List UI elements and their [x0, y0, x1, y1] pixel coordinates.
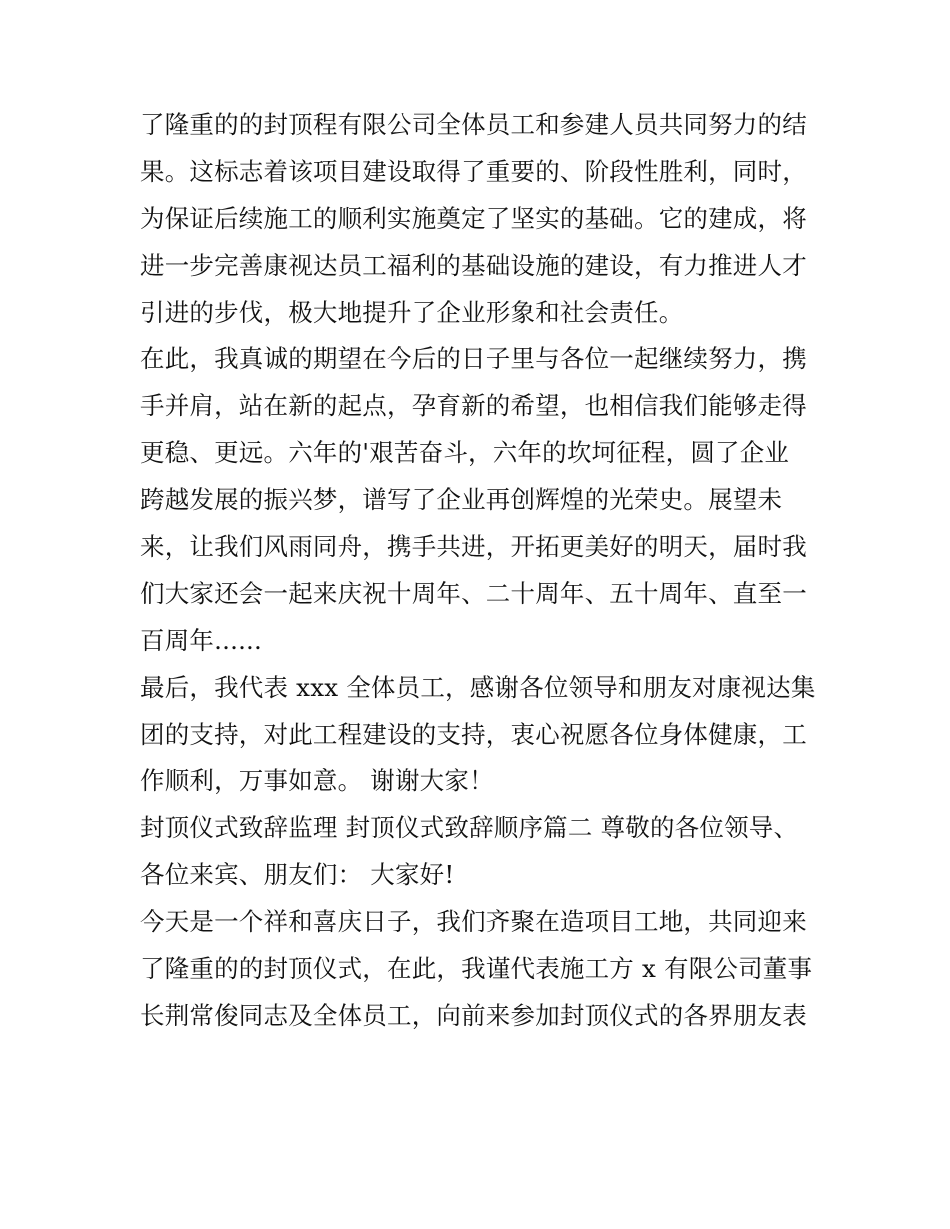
text-line: 团的支持，对此工程建设的支持，衷心祝愿各位身体健康，工: [140, 719, 807, 749]
text-line: 最后，我代表 xxx 全体员工，感谢各位领导和朋友对康视达集: [140, 672, 816, 702]
speech-text: [140, 102, 820, 1040]
text-line: 了隆重的的封顶仪式，在此，我谨代表施工方 x 有限公司董事: [140, 954, 813, 984]
text-line: 在此，我真诚的期望在今后的日子里与各位一起继续努力，携: [140, 344, 807, 374]
text-line: 了隆重的的封顶程有限公司全体员工和参建人员共同努力的结: [140, 110, 807, 139]
text-line: 各位来宾、朋友们： 大家好!: [140, 860, 455, 890]
text-line: 更稳、更远。六年的'艰苦奋斗，六年的坎坷征程，圆了企业: [140, 438, 790, 468]
text-line: 今天是一个祥和喜庆日子，我们齐聚在造项目工地，共同迎来: [140, 907, 807, 937]
text-line: 来，让我们风雨同舟，携手共进，开拓更美好的明天，届时我: [140, 532, 807, 562]
text-line: 手并肩，站在新的起点，孕育新的希望，也相信我们能够走得: [140, 391, 807, 421]
text-line: 果。这标志着该项目建设取得了重要的、阶段性胜利，同时，: [140, 156, 807, 186]
text-line: 跨越发展的振兴梦，谱写了企业再创辉煌的光荣史。展望未: [140, 485, 783, 515]
text-line: 们大家还会一起来庆祝十周年、二十周年、五十周年、直至一: [140, 578, 807, 608]
text-line: 长荆常俊同志及全体员工，向前来参加封顶仪式的各界朋友表: [140, 1000, 807, 1030]
text-line: 进一步完善康视达员工福利的基础设施的建设，有力推进人才: [140, 250, 807, 280]
text-line: 作顺利，万事如意。 谢谢大家！: [140, 766, 494, 796]
text-line: 百周年......: [140, 625, 263, 655]
text-line: 为保证后续施工的顺利实施奠定了坚实的基础。它的建成，将: [140, 203, 807, 233]
text-line: 封顶仪式致辞监理 封顶仪式致辞顺序篇二 尊敬的各位领导、: [140, 813, 799, 843]
text-line: 引进的步伐，极大地提升了企业形象和社会责任。: [140, 297, 684, 327]
